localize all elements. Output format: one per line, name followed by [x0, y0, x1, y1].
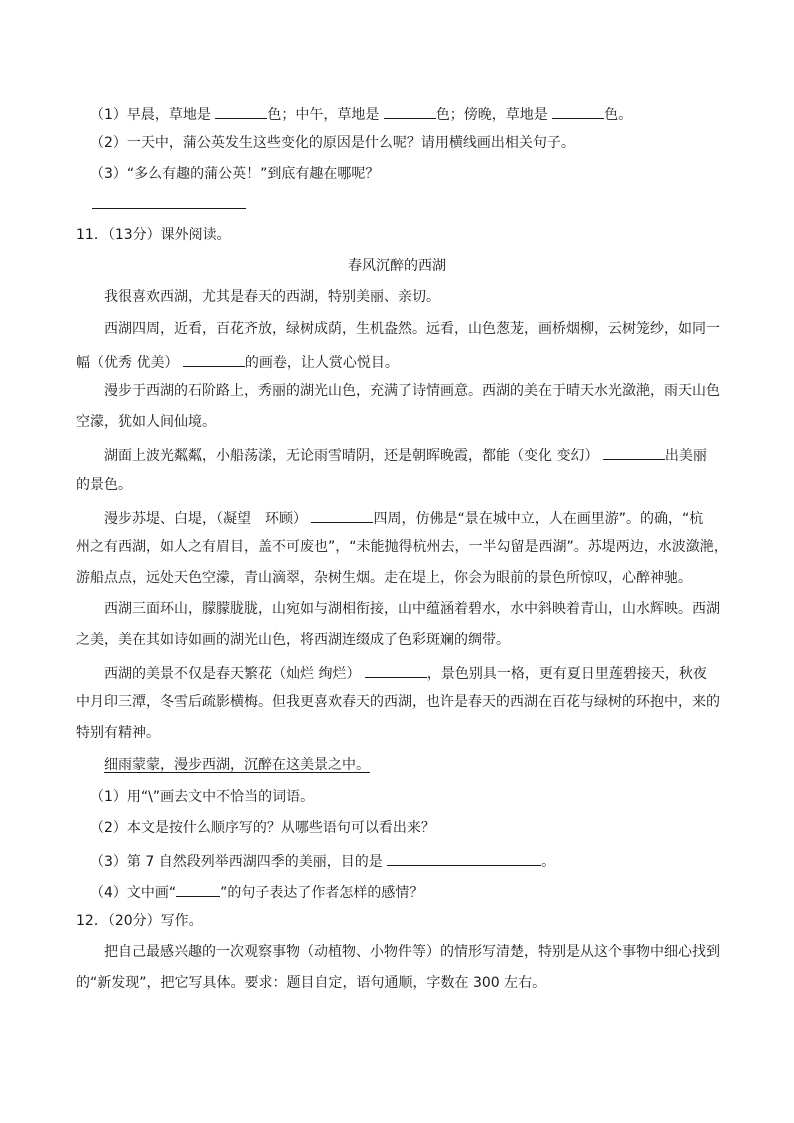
text: （4）文中画“ [90, 885, 177, 901]
paragraph-7-line-3: 特别有精神。 [76, 725, 160, 741]
answer-blank[interactable] [603, 446, 665, 460]
q11-subquestion-1: （1）用“\”画去文中不恰当的词语。 [90, 789, 315, 805]
answer-line[interactable] [92, 196, 246, 209]
paragraph-5-line-2: 州之有西湖，如人之有眉目，盖不可废也”，“未能抛得杭州去，一半勾留是西湖”。苏堤两边，水波潋滟， [76, 539, 728, 555]
question-11-header: 11．（13分）课外阅读。 [76, 227, 231, 243]
prev-subquestion-2: （2）一天中，蒲公英发生这些变化的原因是什么呢？请用横线画出相关句子。 [90, 135, 575, 151]
text: 出美丽 [664, 448, 707, 464]
paragraph-3-line-1: 漫步于西湖的石阶路上，秀丽的湖光山色，充满了诗情画意。西湖的美在于晴天水光潋滟，雨天山色 [104, 383, 720, 399]
text: 色。 [604, 107, 633, 123]
answer-blank[interactable] [183, 353, 245, 367]
paragraph-7-line-2: 中月印三潭，冬雪后疏影横梅。但我更喜欢春天的西湖，也许是春天的西湖在百花与绿树的环抱中，来的 [76, 694, 720, 710]
text: 漫步苏堤、白堤，（凝望 环顾） [104, 511, 307, 527]
text: 色；中午，草地是 [267, 107, 384, 123]
paragraph-2-line-2 [76, 353, 399, 370]
answer-blank[interactable] [215, 105, 267, 119]
text: 四周，仿佛是“景在城中立，人在画里游”。的确，“杭 [373, 511, 704, 527]
paragraph-3-line-2: 空濛，犹如人间仙境。 [76, 414, 216, 430]
text: 西湖的美景不仅是春天繁花（灿烂 绚烂） [104, 666, 361, 682]
text: 湖面上波光粼粼，小船荡漾，无论雨雪晴阴，还是朝晖晚霞，都能（变化 变幻） [104, 448, 599, 464]
q11-subquestion-3 [90, 852, 555, 869]
question-12-header: 12．（20分）写作。 [76, 913, 203, 929]
text: ，景色别具一格，更有夏日里莲碧接天，秋夜 [426, 666, 707, 682]
paragraph-4-line-2: 的景色。 [76, 477, 132, 493]
answer-blank[interactable] [365, 664, 427, 678]
q11-subquestion-2: （2）本文是按什么顺序写的？从哪些语句可以看出来？ [90, 820, 435, 836]
text: 幅（优秀 优美） [76, 355, 179, 371]
text: ”的句子表达了作者怎样的感情？ [220, 885, 424, 901]
text: （3）第 7 自然段列举西湖四季的美丽，目的是 [90, 854, 388, 870]
answer-blank[interactable] [311, 509, 373, 523]
passage-title: 春风沉醉的西湖 [348, 258, 446, 274]
paragraph-8-underlined: 细雨蒙蒙，漫步西湖，沉醉在这美景之中。 [104, 757, 370, 773]
paragraph-1: 我很喜欢西湖，尤其是春天的西湖，特别美丽、亲切。 [104, 289, 440, 305]
text: 的画卷，让人赏心悦目。 [244, 355, 399, 371]
paragraph-2-line-1: 西湖四周，近看，百花齐放，绿树成荫，生机盎然。远看，山色葱茏，画桥烟柳，云树笼纱，如同一 [104, 321, 720, 337]
answer-blank[interactable] [552, 105, 604, 119]
answer-blank[interactable] [387, 852, 541, 866]
paragraph-6-line-1: 西湖三面环山，朦朦胧胧，山宛如与湖相衔接，山中蕴涵着碧水，水中斜映着青山，山水辉映。西湖 [104, 601, 720, 617]
question-12-line-1: 把自己最感兴趣的一次观察事物（动植物、小物件等）的情形写清楚，特别是从这个事物中细心找到 [104, 944, 720, 960]
paragraph-5-line-1 [104, 509, 703, 526]
text: 色；傍晚，草地是 [435, 107, 553, 123]
prev-subquestion-1 [90, 105, 632, 122]
answer-blank[interactable] [384, 105, 436, 119]
paragraph-6-line-2: 之美，美在其如诗如画的湖光山色，将西湖连缀成了色彩斑斓的绸带。 [76, 632, 510, 648]
paragraph-5-line-3: 游船点点，远处天色空濛，青山滴翠，杂树生烟。走在堤上，你会为眼前的景色所惊叹，心醉神驰。 [76, 570, 692, 586]
prev-subquestion-3: （3）“多么有趣的蒲公英！”到底有趣在哪呢？ [90, 166, 380, 182]
q11-subquestion-4 [90, 883, 423, 900]
text: （1）早晨，草地是 [90, 107, 216, 123]
paragraph-7-line-1 [104, 664, 707, 681]
paragraph-4-line-1 [104, 446, 707, 463]
question-12-line-2: 的“新发现”，把它写具体。要求：题目自定，语句通顺，字数在 300 左右。 [76, 975, 547, 991]
text: 。 [541, 854, 556, 870]
underline-sample [176, 883, 220, 897]
